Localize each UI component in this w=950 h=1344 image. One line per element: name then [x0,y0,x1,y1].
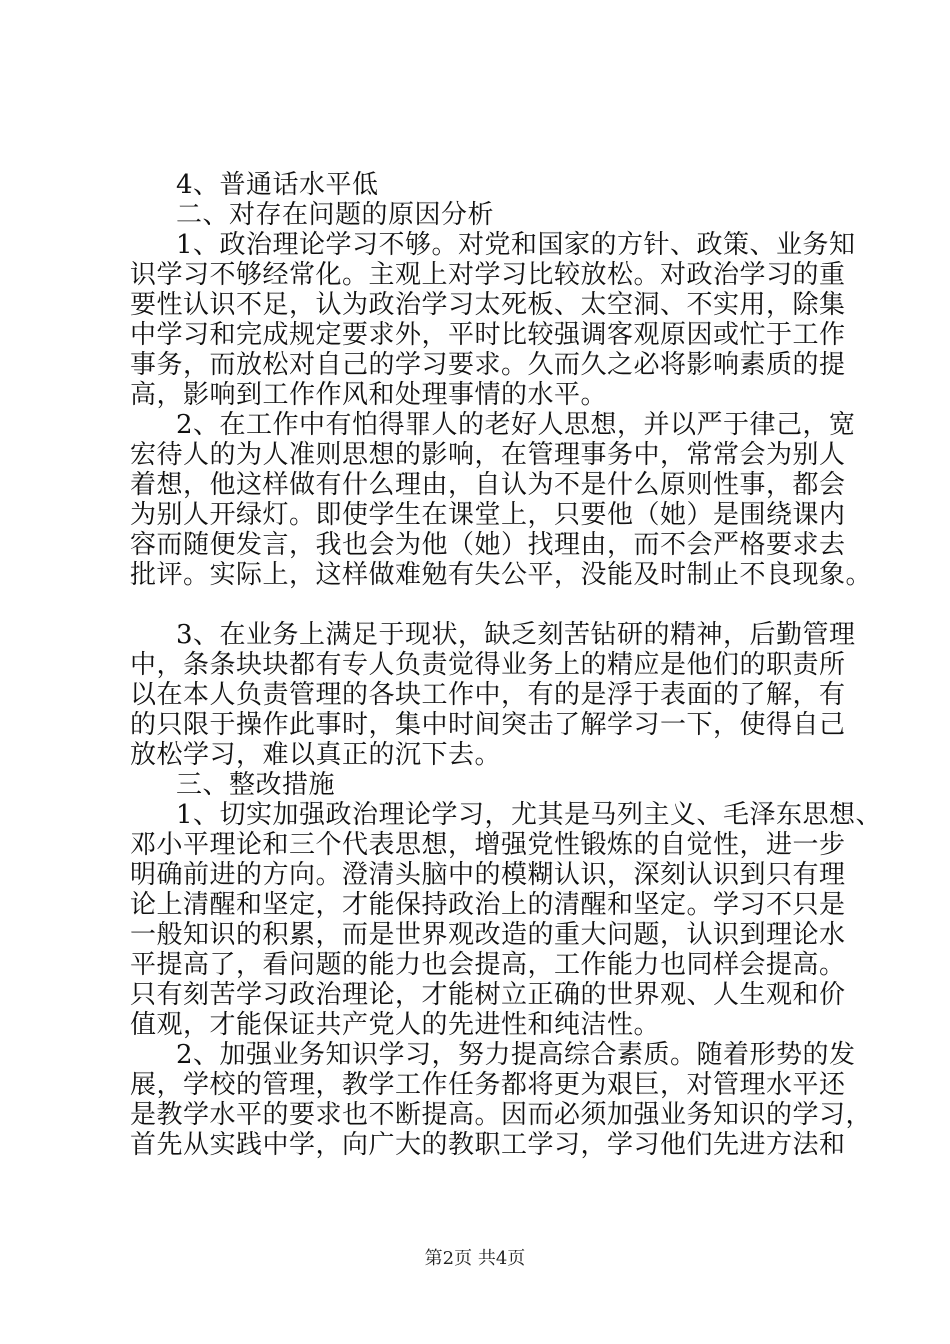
paragraph-line: 的只限于操作此事时，集中时间突击了解学习一下，使得自己 [130,710,846,740]
section-heading: 二、对存在问题的原因分析 [176,200,495,230]
paragraph-line: 平提高了，看问题的能力也会提高，工作能力也同样会提高。 [130,950,846,980]
paragraph-line: 4、普通话水平低 [176,170,379,200]
paragraph-line: 只有刻苦学习政治理论，才能树立正确的世界观、人生观和价 [130,980,846,1010]
section-heading: 三、整改措施 [176,770,336,800]
page-number-label: 第2页 共4页 [424,1248,526,1269]
paragraph-line: 以在本人负责管理的各块工作中，有的是浮于表面的了解，有 [130,680,846,710]
paragraph-line: 中，条条块块都有专人负责觉得业务上的精应是他们的职责所 [130,650,846,680]
paragraph-line: 论上清醒和坚定，才能保持政治上的清醒和坚定。学习不只是 [130,890,846,920]
paragraph-line: 中学习和完成规定要求外，平时比较强调客观原因或忙于工作 [130,320,846,350]
paragraph-line: 首先从实践中学，向广大的教职工学习，学习他们先进方法和 [130,1130,846,1160]
page-footer [0,1244,950,1270]
paragraph-line: 事务，而放松对自己的学习要求。久而久之必将影响素质的提 [130,350,846,380]
paragraph-line: 着想，他这样做有什么理由，自认为不是什么原则性事，都会 [130,470,846,500]
paragraph-line: 展，学校的管理，教学工作任务都将更为艰巨，对管理水平还 [130,1070,846,1100]
paragraph-line: 放松学习，难以真正的沉下去。 [130,740,502,770]
paragraph-line: 是教学水平的要求也不断提高。因而必须加强业务知识的学习， [130,1100,873,1130]
paragraph-line: 高，影响到工作作风和处理事情的水平。 [130,380,608,410]
paragraph-line: 值观，才能保证共产党人的先进性和纯洁性。 [130,1010,661,1040]
paragraph-line: 宏待人的为人准则思想的影响，在管理事务中，常常会为别人 [130,440,846,470]
paragraph-line: 2、在工作中有怕得罪人的老好人思想，并以严于律己，宽 [176,410,856,440]
paragraph-line: 一般知识的积累，而是世界观改造的重大问题，认识到理论水 [130,920,846,950]
paragraph-line: 为别人开绿灯。即使学生在课堂上，只要他（她）是围绕课内 [130,500,846,530]
paragraph-line: 容而随便发言，我也会为他（她）找理由，而不会严格要求去 [130,530,846,560]
paragraph-line: 1、政治理论学习不够。对党和国家的方针、政策、业务知 [176,230,856,260]
paragraph-line: 明确前进的方向。澄清头脑中的模糊认识，深刻认识到只有理 [130,860,846,890]
paragraph-line: 1、切实加强政治理论学习，尤其是马列主义、毛泽东思想、 [176,800,883,830]
paragraph-line: 批评。实际上，这样做难勉有失公平，没能及时制止不良现象。 [130,560,873,590]
paragraph-gap [130,590,850,620]
document-body [130,170,883,1160]
paragraph-line: 识学习不够经常化。主观上对学习比较放松。对政治学习的重 [130,260,846,290]
paragraph-line: 邓小平理论和三个代表思想，增强党性锻炼的自觉性，进一步 [130,830,846,860]
paragraph-line: 要性认识不足，认为政治学习太死板、太空洞、不实用，除集 [130,290,846,320]
paragraph-line: 2、加强业务知识学习，努力提高综合素质。随着形势的发 [176,1040,856,1070]
paragraph-line: 3、在业务上满足于现状，缺乏刻苦钻研的精神，后勤管理 [176,620,856,650]
